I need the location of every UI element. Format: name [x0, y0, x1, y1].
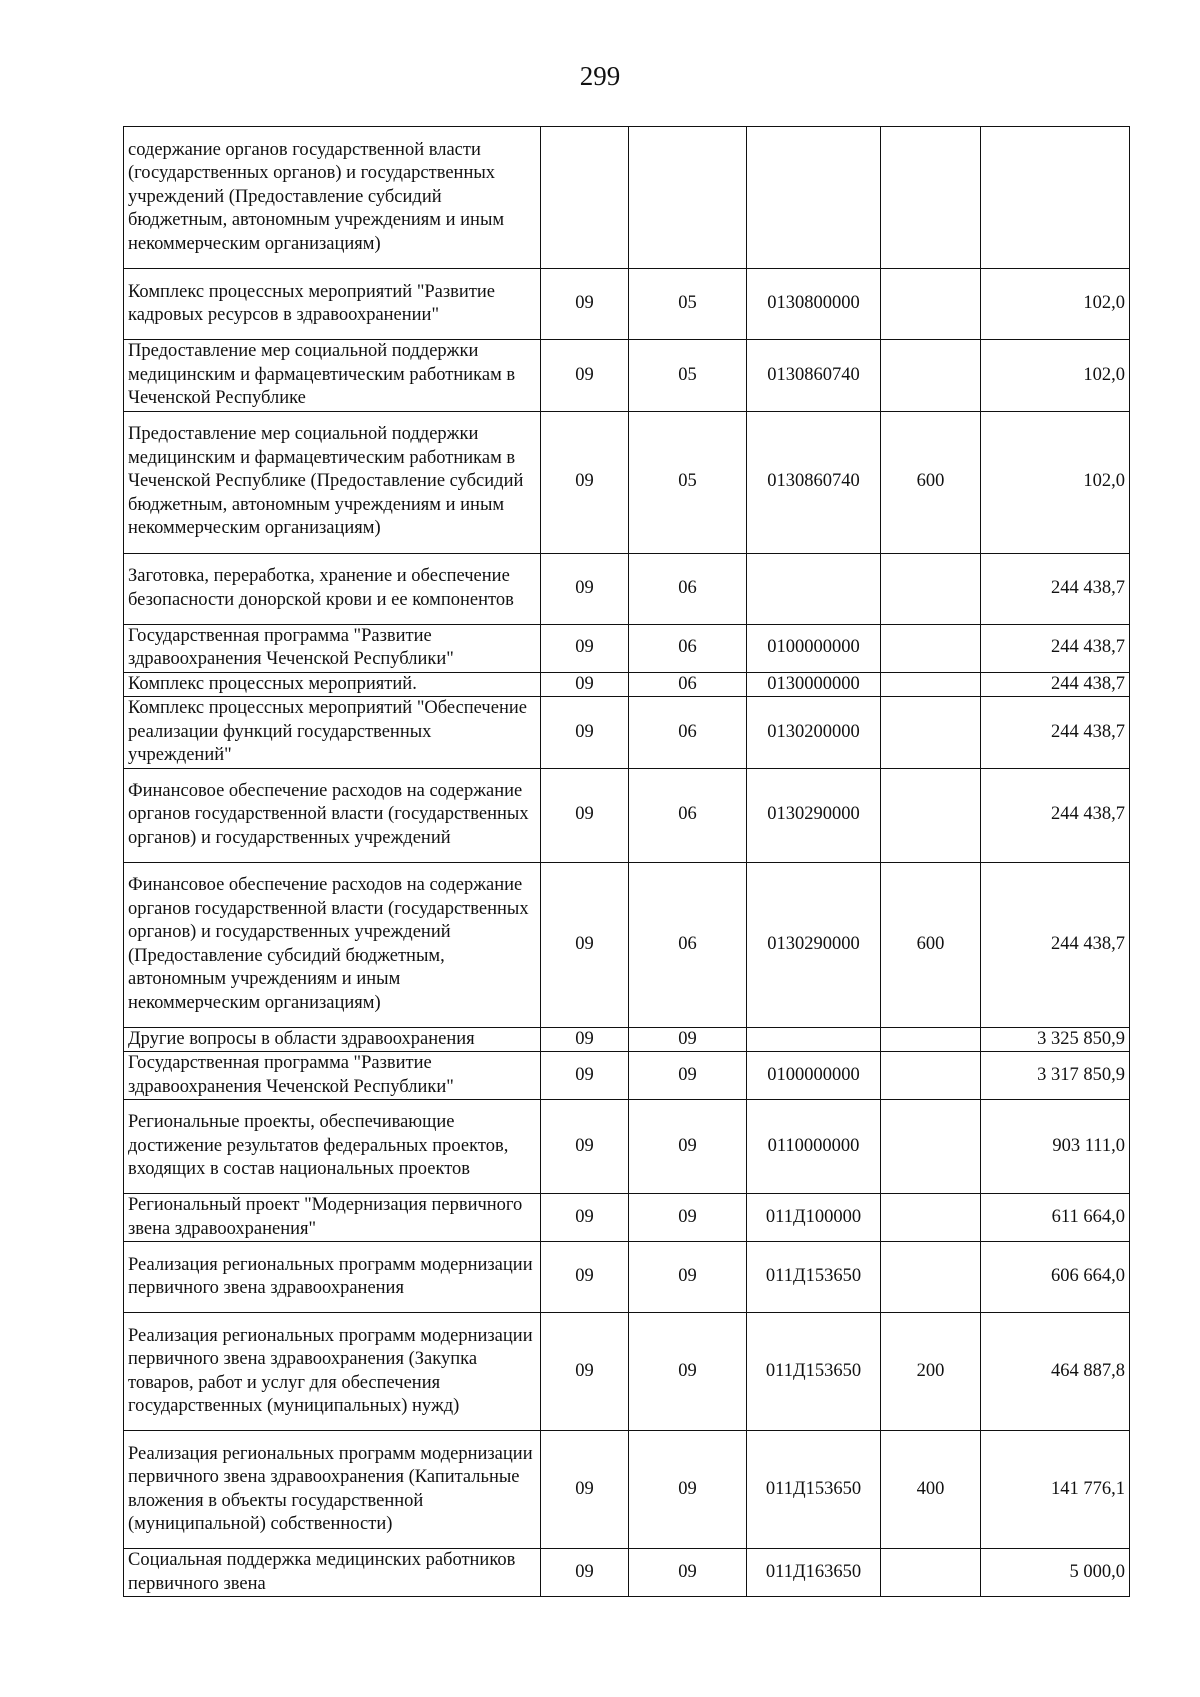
table-row — [124, 697, 1130, 769]
row-amount: 244 438,7 — [981, 672, 1130, 697]
row-target-code: 0100000000 — [747, 1052, 881, 1100]
row-subsection: 09 — [629, 1100, 747, 1194]
row-section: 09 — [541, 1027, 629, 1052]
budget-table — [123, 126, 1130, 1597]
row-amount: 611 664,0 — [981, 1194, 1130, 1242]
row-section: 09 — [541, 1194, 629, 1242]
table-row — [124, 340, 1130, 412]
row-amount: 903 111,0 — [981, 1100, 1130, 1194]
row-target-code: 0130290000 — [747, 768, 881, 862]
row-expense-type — [881, 672, 981, 697]
table-row — [124, 553, 1130, 624]
row-target-code: 0100000000 — [747, 624, 881, 672]
table-row — [124, 1100, 1130, 1194]
row-expense-type — [881, 1194, 981, 1242]
row-amount: 606 664,0 — [981, 1242, 1130, 1313]
row-target-code — [747, 127, 881, 269]
row-subsection: 06 — [629, 768, 747, 862]
row-name: Государственная программа "Развитие здравоохранения Чеченской Республики" — [124, 624, 541, 672]
row-amount: 244 438,7 — [981, 862, 1130, 1027]
row-expense-type: 200 — [881, 1313, 981, 1431]
row-subsection: 09 — [629, 1313, 747, 1431]
row-subsection: 06 — [629, 553, 747, 624]
row-section: 09 — [541, 862, 629, 1027]
row-expense-type — [881, 1052, 981, 1100]
row-target-code: 011Д153650 — [747, 1242, 881, 1313]
row-name: Социальная поддержка медицинских работников первичного звена — [124, 1549, 541, 1597]
row-target-code: 011Д163650 — [747, 1549, 881, 1597]
row-name: Комплекс процессных мероприятий "Развитие кадровых ресурсов в здравоохранении" — [124, 269, 541, 340]
row-expense-type: 600 — [881, 862, 981, 1027]
row-target-code: 011Д100000 — [747, 1194, 881, 1242]
row-target-code — [747, 553, 881, 624]
row-name: Реализация региональных программ модернизации первичного звена здравоохранения (Капитальные вложения в объекты государственной (муниципальной) собственности) — [124, 1431, 541, 1549]
row-subsection — [629, 127, 747, 269]
row-expense-type: 600 — [881, 411, 981, 553]
table-row — [124, 1549, 1130, 1597]
row-amount: 3 317 850,9 — [981, 1052, 1130, 1100]
row-subsection: 09 — [629, 1549, 747, 1597]
row-amount: 102,0 — [981, 411, 1130, 553]
row-name: Региональные проекты, обеспечивающие достижение результатов федеральных проектов, входящих в состав национальных проектов — [124, 1100, 541, 1194]
row-subsection: 09 — [629, 1194, 747, 1242]
row-section: 09 — [541, 411, 629, 553]
row-section: 09 — [541, 1549, 629, 1597]
table-row — [124, 1052, 1130, 1100]
row-section: 09 — [541, 768, 629, 862]
row-amount: 244 438,7 — [981, 553, 1130, 624]
row-amount: 244 438,7 — [981, 768, 1130, 862]
row-subsection: 09 — [629, 1052, 747, 1100]
row-subsection: 05 — [629, 340, 747, 412]
row-subsection: 06 — [629, 624, 747, 672]
row-amount — [981, 127, 1130, 269]
row-expense-type — [881, 697, 981, 769]
row-name: Другие вопросы в области здравоохранения — [124, 1027, 541, 1052]
page-number: 299 — [579, 61, 621, 91]
row-expense-type — [881, 1549, 981, 1597]
row-section: 09 — [541, 624, 629, 672]
row-name: содержание органов государственной власти (государственных органов) и государственных учреждений (Предоставление субсидий бюджетным, автономным учреждениям и иным некоммерческим организациям) — [124, 127, 541, 269]
row-subsection: 05 — [629, 269, 747, 340]
table-row — [124, 672, 1130, 697]
row-amount: 102,0 — [981, 269, 1130, 340]
row-subsection: 09 — [629, 1027, 747, 1052]
row-section: 09 — [541, 1052, 629, 1100]
row-amount: 3 325 850,9 — [981, 1027, 1130, 1052]
table-row — [124, 411, 1130, 553]
row-subsection: 06 — [629, 697, 747, 769]
row-subsection: 09 — [629, 1242, 747, 1313]
row-amount: 244 438,7 — [981, 697, 1130, 769]
row-expense-type — [881, 127, 981, 269]
row-expense-type — [881, 553, 981, 624]
table-row — [124, 1431, 1130, 1549]
row-section: 09 — [541, 1242, 629, 1313]
row-section — [541, 127, 629, 269]
row-target-code: 0130200000 — [747, 697, 881, 769]
row-target-code: 011Д153650 — [747, 1431, 881, 1549]
table-row — [124, 624, 1130, 672]
row-expense-type — [881, 1100, 981, 1194]
row-name: Предоставление мер социальной поддержки медицинским и фармацевтическим работникам в Чеченской Республике (Предоставление субсидий бюджетным, автономным учреждениям и иным некоммерческим организациям) — [124, 411, 541, 553]
row-expense-type — [881, 340, 981, 412]
table-row — [124, 1313, 1130, 1431]
row-section: 09 — [541, 553, 629, 624]
row-amount: 244 438,7 — [981, 624, 1130, 672]
row-amount: 102,0 — [981, 340, 1130, 412]
row-section: 09 — [541, 697, 629, 769]
row-section: 09 — [541, 1313, 629, 1431]
row-expense-type — [881, 624, 981, 672]
row-section: 09 — [541, 340, 629, 412]
row-expense-type — [881, 768, 981, 862]
row-target-code: 0130290000 — [747, 862, 881, 1027]
row-target-code: 0130800000 — [747, 269, 881, 340]
row-amount: 141 776,1 — [981, 1431, 1130, 1549]
row-expense-type: 400 — [881, 1431, 981, 1549]
row-section: 09 — [541, 1431, 629, 1549]
table-row — [124, 862, 1130, 1027]
row-name: Реализация региональных программ модернизации первичного звена здравоохранения (Закупка товаров, работ и услуг для обеспечения государственных (муниципальных) нужд) — [124, 1313, 541, 1431]
row-name: Финансовое обеспечение расходов на содержание органов государственной власти (государственных органов) и государственных учреждений — [124, 768, 541, 862]
row-expense-type — [881, 1027, 981, 1052]
row-subsection: 05 — [629, 411, 747, 553]
row-section: 09 — [541, 1100, 629, 1194]
row-name: Комплекс процессных мероприятий "Обеспечение реализации функций государственных учреждений" — [124, 697, 541, 769]
row-target-code: 011Д153650 — [747, 1313, 881, 1431]
row-name: Финансовое обеспечение расходов на содержание органов государственной власти (государственных органов) и государственных учреждений (Предоставление субсидий бюджетным, автономным учреждениям и иным некоммерческим организациям) — [124, 862, 541, 1027]
row-name: Государственная программа "Развитие здравоохранения Чеченской Республики" — [124, 1052, 541, 1100]
row-subsection: 06 — [629, 672, 747, 697]
row-subsection: 09 — [629, 1431, 747, 1549]
row-amount: 5 000,0 — [981, 1549, 1130, 1597]
row-target-code: 0130860740 — [747, 411, 881, 553]
row-subsection: 06 — [629, 862, 747, 1027]
table-row — [124, 1027, 1130, 1052]
table-row — [124, 269, 1130, 340]
row-section: 09 — [541, 672, 629, 697]
row-name: Региональный проект "Модернизация первичного звена здравоохранения" — [124, 1194, 541, 1242]
row-amount: 464 887,8 — [981, 1313, 1130, 1431]
table-row — [124, 768, 1130, 862]
row-expense-type — [881, 269, 981, 340]
row-target-code: 0130860740 — [747, 340, 881, 412]
row-name: Предоставление мер социальной поддержки медицинским и фармацевтическим работникам в Чеченской Республике — [124, 340, 541, 412]
table-row — [124, 1242, 1130, 1313]
row-target-code: 0110000000 — [747, 1100, 881, 1194]
row-target-code: 0130000000 — [747, 672, 881, 697]
row-name: Комплекс процессных мероприятий. — [124, 672, 541, 697]
table-row — [124, 127, 1130, 269]
row-name: Заготовка, переработка, хранение и обеспечение безопасности донорской крови и ее компонентов — [124, 553, 541, 624]
row-expense-type — [881, 1242, 981, 1313]
row-section: 09 — [541, 269, 629, 340]
table-row — [124, 1194, 1130, 1242]
row-target-code — [747, 1027, 881, 1052]
row-name: Реализация региональных программ модернизации первичного звена здравоохранения — [124, 1242, 541, 1313]
